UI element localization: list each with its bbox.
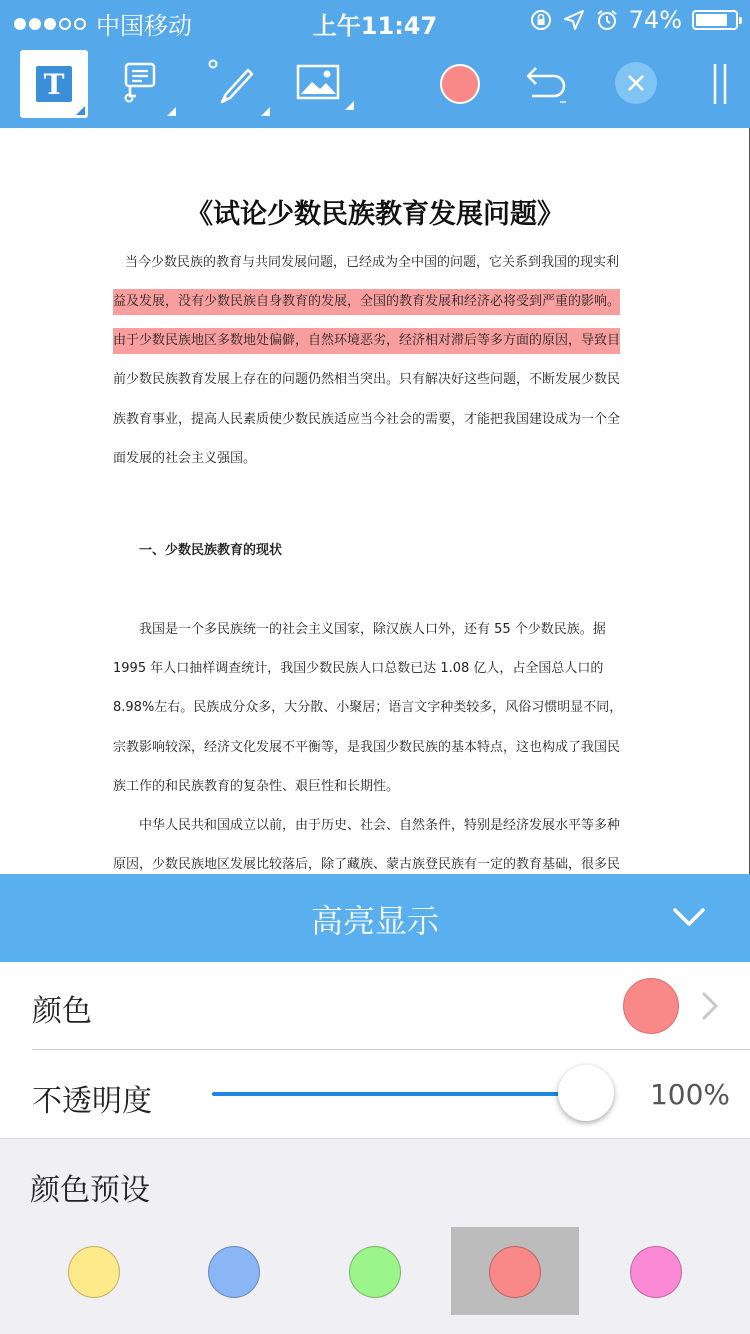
doc-line: 族工作的和民族教育的复杂性、艰巨性和长期性。	[113, 779, 400, 794]
close-button[interactable]	[615, 62, 657, 104]
rotation-lock-icon	[529, 8, 553, 32]
carrier-name: 中国移动	[96, 12, 192, 40]
doc-line: 原因，少数民族地区发展比较落后，除了藏族、蒙古族登民族有一定的教育基础，很多民	[113, 857, 621, 872]
doc-line: 面发展的社会主义强国。	[113, 451, 257, 466]
color-presets	[0, 1138, 750, 1334]
text-tool-button[interactable]	[20, 50, 88, 118]
presets-title: 颜色预设	[30, 1173, 150, 1208]
opacity-value: 100%	[649, 1078, 730, 1111]
current-color-button[interactable]	[440, 64, 480, 104]
status-bar	[0, 0, 750, 40]
pen-tool-button[interactable]	[208, 58, 256, 108]
battery-icon	[692, 10, 738, 30]
doc-line: 前少数民族教育发展上存在的问题仍然相当突出。只有解决好这些问题，不断发展少数民	[113, 372, 621, 387]
opacity-label: 不透明度	[32, 1084, 152, 1119]
preset-yellow[interactable]	[68, 1246, 120, 1298]
doc-line: 8.98%左右。民族成分众多，大分散、小聚居；语言文字种类较多，风俗习惯明显不同，	[113, 700, 623, 715]
color-label: 颜色	[32, 994, 92, 1029]
section-heading: 一、少数民族教育的现状	[139, 543, 283, 558]
panel-title: 高亮显示	[310, 902, 439, 940]
preset-pink[interactable]	[630, 1246, 682, 1298]
annotation-toolbar	[0, 40, 750, 128]
doc-line: 当今少数民族的教育与共同发展问题，已经成为全中国的问题，它关系到我国的现实利	[125, 255, 620, 270]
status-time: 上午11:47	[312, 12, 438, 40]
preset-green[interactable]	[349, 1246, 401, 1298]
doc-line: 1995 年人口抽样调查统计，我国少数民族人口总数已达 1.08 亿人，占全国总人口的	[113, 661, 604, 676]
undo-icon	[524, 62, 570, 106]
top-bar	[0, 0, 750, 128]
image-tool-button[interactable]	[296, 64, 340, 102]
preset-blue[interactable]	[208, 1246, 260, 1298]
preset-red[interactable]	[489, 1246, 541, 1298]
document-title: 《试论少数民族教育发展问题》	[186, 199, 564, 230]
image-icon	[296, 64, 340, 102]
note-tool-button[interactable]	[122, 60, 162, 108]
doc-line: 我国是一个多民族统一的社会主义国家，除汉族人口外，还有 55 个少数民族。据	[139, 622, 606, 637]
undo-button[interactable]	[524, 62, 570, 106]
opacity-slider-track[interactable]	[212, 1092, 588, 1096]
pen-icon	[208, 58, 256, 108]
note-icon	[122, 60, 162, 108]
doc-line: 族教育事业，提高人民素质使少数民族适应当今社会的需要，才能把我国建设成为一个全	[113, 412, 621, 427]
close-icon	[626, 73, 646, 93]
text-tool-icon: T	[36, 66, 72, 102]
battery-percent: 74%	[628, 6, 682, 34]
opacity-slider-knob[interactable]	[558, 1065, 614, 1121]
document-page	[0, 128, 750, 874]
opacity-row	[0, 1050, 750, 1138]
alarm-icon	[595, 8, 619, 32]
chevron-down-icon[interactable]	[672, 900, 706, 934]
color-row[interactable]	[0, 962, 750, 1050]
doc-line: 宗教影响较深，经济文化发展不平衡等，是我国少数民族的基本特点，这也构成了我国民	[113, 740, 621, 755]
status-right	[529, 6, 738, 34]
doc-line: 中华人民共和国成立以前，由于历史、社会、自然条件，特别是经济发展水平等多种	[139, 818, 621, 833]
vertical-bars-icon	[710, 62, 730, 106]
menu-button[interactable]	[710, 62, 730, 106]
highlighted-line[interactable]: 由于少数民族地区多数地处偏僻，自然环境恶劣，经济相对滞后等多方面的原因，导致目	[113, 328, 620, 354]
location-icon	[563, 9, 585, 31]
chevron-right-icon	[700, 990, 720, 1022]
color-swatch[interactable]	[623, 978, 679, 1034]
highlighted-line[interactable]: 益及发展，没有少数民族自身教育的发展，全国的教育发展和经济必将受到严重的影响。	[113, 289, 620, 315]
highlight-panel-header[interactable]	[0, 874, 750, 962]
